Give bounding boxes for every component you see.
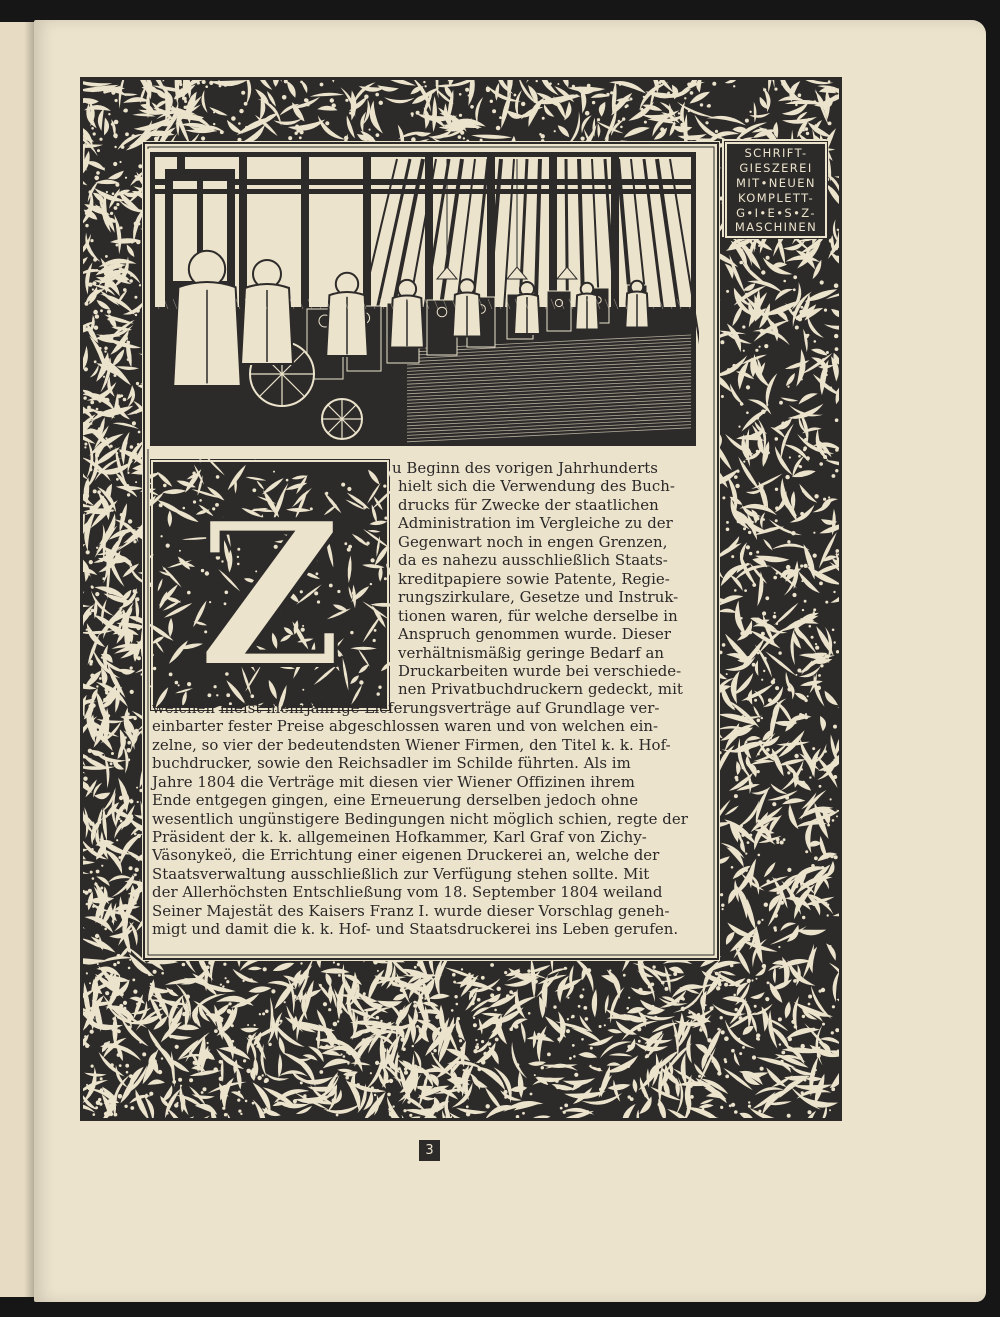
caption-line: G•I•E•S•Z- bbox=[736, 206, 816, 220]
text-line: Seiner Majestät des Kaisers Franz I. wurde dieser Vorschlag geneh- bbox=[152, 901, 670, 920]
text-line: nen Privatbuchdruckern gedeckt, mit bbox=[398, 680, 683, 699]
text-line: Jahre 1804 die Verträge mit diesen vier Wiener Offizinen ihrem bbox=[152, 772, 635, 791]
text-line: kreditpapiere sowie Patente, Regie- bbox=[398, 569, 670, 588]
text-line: Administration im Vergleiche zu der bbox=[398, 514, 673, 533]
caption-line: KOMPLETT- bbox=[737, 191, 815, 205]
caption-line: SCHRIFT- bbox=[744, 146, 808, 160]
text-line: welchen meist mehrjährige Lieferungsverträge auf Grundlage ver- bbox=[152, 698, 660, 717]
text-line: Väsonykeö, die Errichtung einer eigenen Druckerei an, welche der bbox=[152, 846, 660, 865]
page-number: 3 bbox=[419, 1140, 440, 1161]
text-line: Anspruch genommen wurde. Dieser bbox=[398, 625, 672, 644]
foundry-woodcut-illustration bbox=[147, 149, 699, 449]
text-line: Ende entgegen gingen, eine Erneuerung derselben jedoch ohne bbox=[152, 791, 639, 810]
text-line: wesentlich ungünstigere Bedingungen nicht möglich schien, regte der bbox=[152, 809, 688, 828]
text-line: da es nahezu ausschließlich Staats- bbox=[398, 551, 668, 570]
woodcut-image bbox=[147, 149, 699, 449]
caption-line: MIT•NEUEN bbox=[736, 176, 816, 190]
text-line: drucks für Zwecke der staatlichen bbox=[398, 495, 659, 514]
text-line: verhältnismäßig geringe Bedarf an bbox=[398, 643, 665, 662]
text-line: Präsident der k. k. allgemeinen Hofkammer, Karl Graf von Zichy- bbox=[152, 828, 647, 846]
caption-line: GIESZEREI bbox=[739, 161, 813, 175]
text-line: einbarter fester Preise abgeschlossen waren und von welchen ein- bbox=[152, 717, 659, 736]
text-line: Staatsverwaltung ausschließlich zur Verfügung stehen sollte. Mit bbox=[152, 864, 650, 883]
text-line: Gegenwart noch in engen Grenzen, bbox=[398, 532, 668, 551]
body-text bbox=[152, 457, 708, 967]
text-line: migt und damit die k. k. Hof- und Staatsdruckerei ins Leben gerufen. bbox=[152, 920, 679, 939]
illustration-caption-box bbox=[725, 142, 827, 238]
text-line: tionen waren, für welche derselbe in bbox=[398, 606, 678, 625]
text-line: rungszirkulare, Gesetze und Instruk- bbox=[398, 588, 679, 607]
text-line: zelne, so vier der bedeutendsten Wiener Firmen, den Titel k. k. Hof- bbox=[152, 735, 671, 754]
caption-line: MASCHINEN bbox=[734, 220, 818, 234]
text-line: u Beginn des vorigen Jahrhunderts bbox=[392, 459, 658, 477]
text-line: hielt sich die Verwendung des Buch- bbox=[398, 477, 675, 496]
text-line: buchdrucker, sowie den Reichsadler im Schilde führten. Als im bbox=[152, 754, 631, 773]
initial-letter-z: Z bbox=[197, 478, 343, 711]
text-line: Druckarbeiten wurde bei verschiede- bbox=[398, 661, 682, 680]
text-line: der Allerhöchsten Entschließung vom 18. September 1804 weiland bbox=[152, 883, 663, 902]
